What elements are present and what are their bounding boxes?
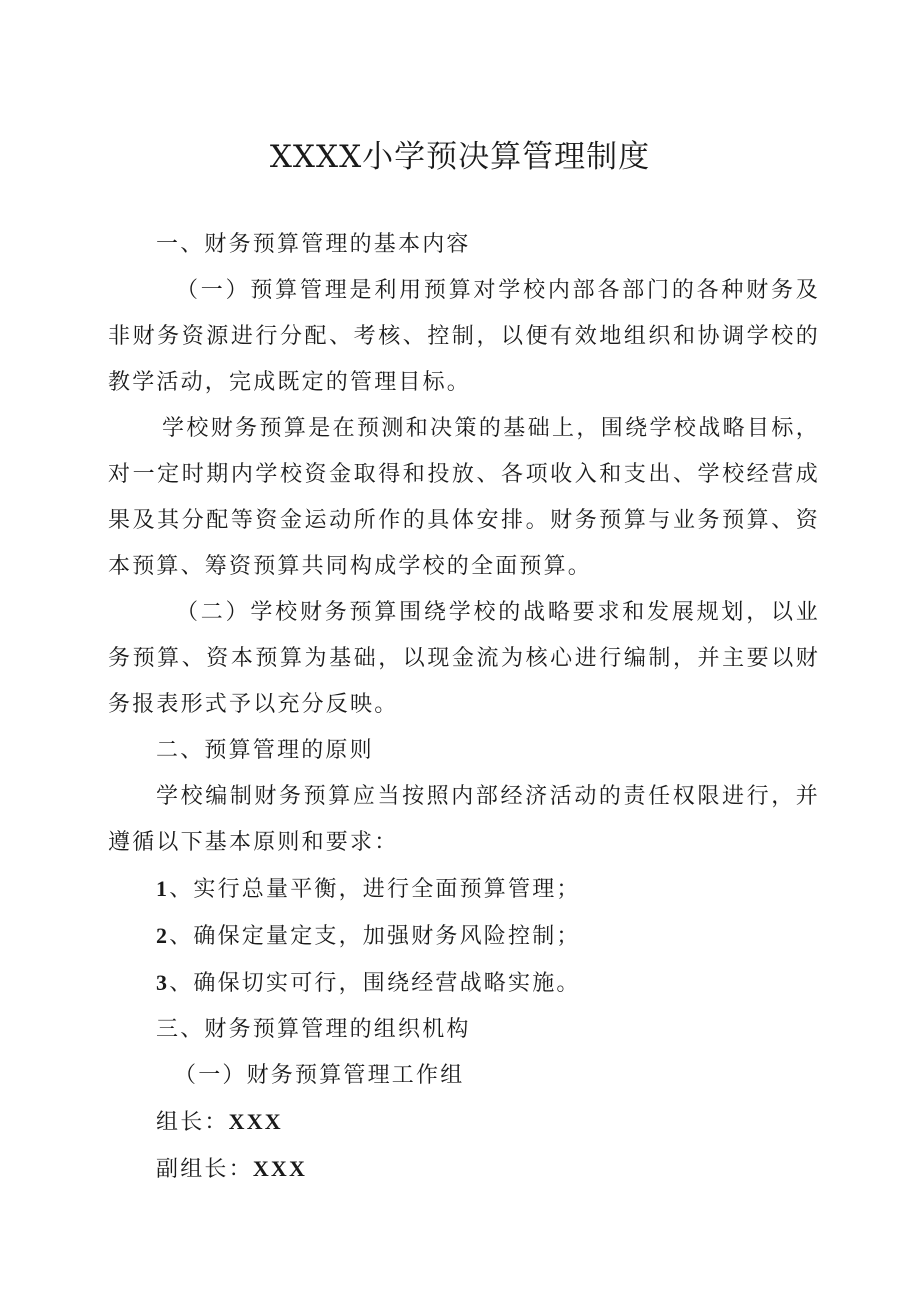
section1-paragraph-1: （一）预算管理是利用预算对学校内部各部门的各种财务及非财务资源进行分配、考核、控制，以便有效地组织和协调学校的教学活动，完成既定的管理目标。 bbox=[108, 278, 820, 395]
principle-text-2: 、确保定量定支，加强财务风险控制； bbox=[169, 924, 581, 949]
deputy-leader-value: XXX bbox=[252, 1156, 308, 1181]
section1-paragraph-2: 学校财务预算是在预测和决策的基础上，围绕学校战略目标，对一定时期内学校资金取得和投放、各项收入和支出、学校经营成果及其分配等资金运动所作的具体安排。财务预算与业务预算、资本预算、筹资预算共同构成学校的全面预算。 bbox=[108, 416, 820, 579]
principle-number-1: 1 bbox=[156, 876, 170, 901]
deputy-leader-label: 副组长： bbox=[156, 1157, 253, 1182]
leader-value: XXX bbox=[228, 1109, 283, 1134]
principle-text-3: 、确保切实可行，围绕经营战略实施。 bbox=[169, 971, 581, 996]
principle-number-3: 3 bbox=[156, 970, 170, 995]
section3-heading: 三、财务预算管理的组织机构 bbox=[156, 1017, 471, 1042]
section3-subheading: （一）财务预算管理工作组 bbox=[174, 1063, 465, 1088]
section2-heading: 二、预算管理的原则 bbox=[156, 738, 374, 763]
principle-item-1 bbox=[108, 866, 820, 913]
leader-label: 组长： bbox=[156, 1110, 229, 1135]
section2-intro: 学校编制财务预算应当按照内部经济活动的责任权限进行，并遵循以下基本原则和要求： bbox=[108, 784, 820, 855]
section1-heading: 一、财务预算管理的基本内容 bbox=[156, 232, 471, 257]
principle-text-1: 、实行总量平衡，进行全面预算管理； bbox=[169, 877, 581, 902]
document-body bbox=[108, 222, 820, 1193]
section1-paragraph-3: （二）学校财务预算围绕学校的战略要求和发展规划，以业务预算、资本预算为基础，以现金流为核心进行编制，并主要以财务报表形式予以充分反映。 bbox=[108, 600, 820, 717]
principle-number-2: 2 bbox=[156, 923, 170, 948]
principle-item-2 bbox=[108, 913, 820, 960]
document-title: XXXX小学预决算管理制度 bbox=[269, 139, 651, 175]
leader-line bbox=[108, 1099, 820, 1146]
deputy-leader-line bbox=[108, 1146, 820, 1193]
principle-item-3 bbox=[108, 960, 820, 1007]
